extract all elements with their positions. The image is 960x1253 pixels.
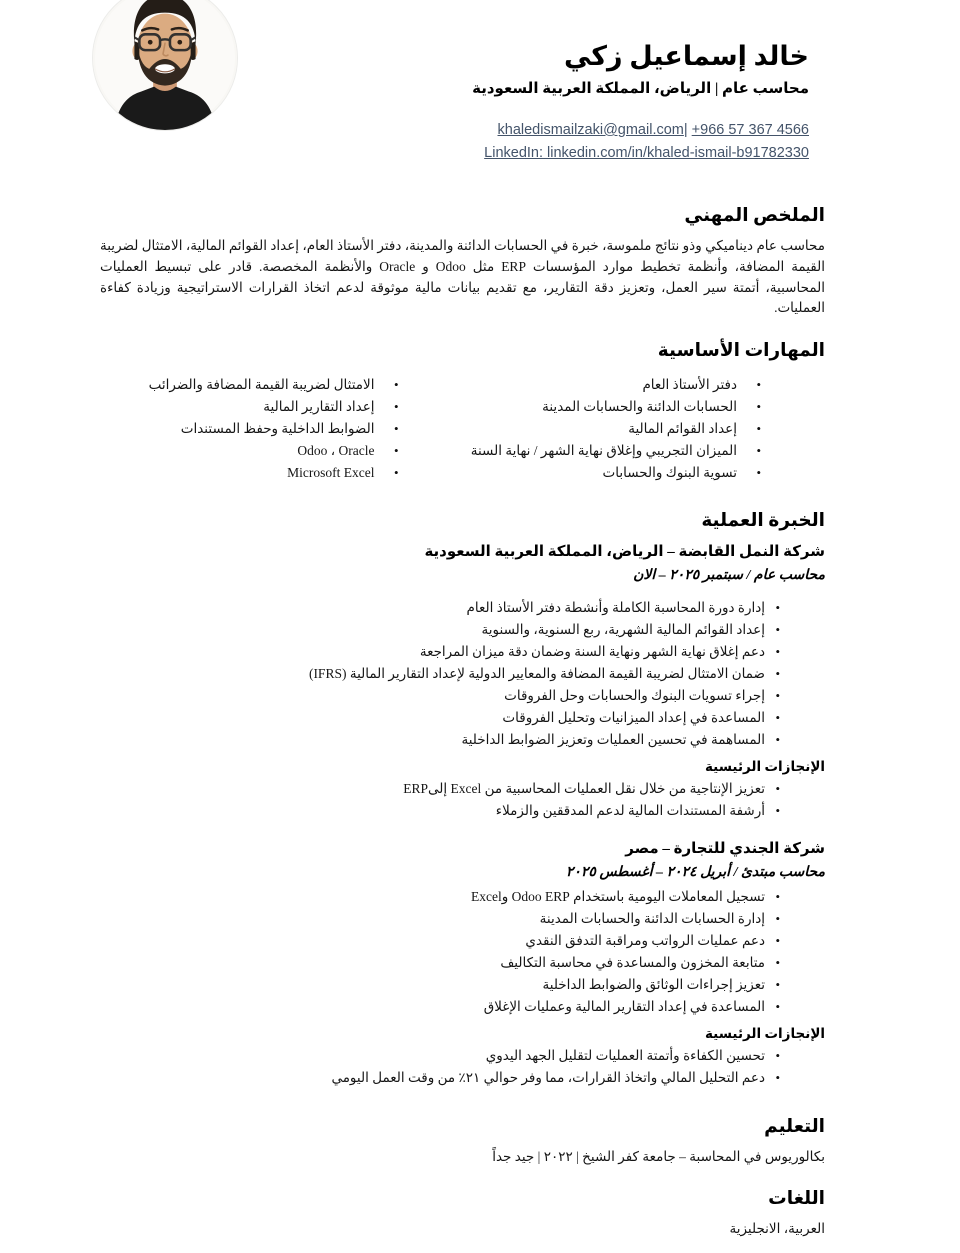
education-heading: التعليم [764, 1117, 825, 1138]
list-item: • إعداد التقارير المالية [100, 396, 463, 418]
skills-list-primary [463, 374, 826, 484]
skills-list-secondary [100, 374, 463, 484]
list-item: • الضوابط الداخلية وحفظ المستندات [100, 418, 463, 440]
skills-section [100, 339, 825, 484]
list-item: • أرشفة المستندات المالية لدعم المدققين والزملاء [100, 800, 825, 822]
summary-section [100, 204, 825, 319]
list-item: • تسجيل المعاملات اليومية باستخدام Odoo ERP وExcel [100, 886, 825, 908]
achievements-list [100, 778, 825, 822]
list-item: • Odoo ، Oracle [100, 440, 463, 462]
contact-separator: | [683, 122, 692, 138]
list-item: • إدارة دورة المحاسبة الكاملة وأنشطة دفتر الأستاذ العام [100, 597, 825, 619]
email-link[interactable]: khaledismailzaki@gmail.com [497, 122, 684, 138]
list-item: • إدارة الحسابات الدائنة والحسابات المدينة [100, 908, 825, 930]
job-entry-2 [100, 839, 825, 1089]
list-item: • دعم عمليات الرواتب ومراقبة التدفق النقدي [100, 930, 825, 952]
job-entry-1 [100, 542, 825, 822]
contact-info [100, 119, 809, 165]
list-item: • إعداد القوائم المالية الشهرية، ربع السنوية، والسنوية [100, 619, 825, 641]
person-name: خالد إسماعيل زكي [563, 41, 809, 71]
languages-section [100, 1187, 825, 1239]
list-item: • الحسابات الدائنة والحسابات المدينة [463, 396, 826, 418]
list-item: • المساعدة في إعداد التقارير المالية وعمليات الإغلاق [100, 996, 825, 1018]
languages-list: العربية، الانجليزية [729, 1221, 825, 1237]
person-title-location: محاسب عام | الرياض، المملكة العربية السعودية [472, 81, 809, 97]
experience-section [100, 509, 825, 1089]
languages-heading: اللغات [768, 1189, 825, 1210]
list-item: • Microsoft Excel [100, 462, 463, 484]
list-item: • إعداد القوائم المالية [463, 418, 826, 440]
contact-line-email-phone [100, 119, 809, 142]
list-item: • تعزيز إجراءات الوثائق والضوابط الداخلية [100, 974, 825, 996]
summary-text: محاسب عام ديناميكي وذو نتائج ملموسة، خبرة في الحسابات الدائنة والمدينة، دفتر الأستاذ العام، إعداد القوائم المالية، الامتثال لضريبة القيمة المضافة، وأنظمة تخطيط موارد المؤسسات ERP مثل Odoo و Oracle والأنظمة المخصصة. قادر على تبسيط العمليات المحاسبية، أتمتة سير العمل، وتعزيز دقة التقارير، مع تقديم بيانات مالية موثوقة لدعم اتخاذ القرارات الاستراتيجية وزيادة كفاءة العمليات. [100, 238, 826, 316]
list-item: • تعزيز الإنتاجية من خلال نقل العمليات المحاسبية من Excel إلىERP [100, 778, 825, 800]
list-item: • تسوية البنوك والحسابات [463, 462, 826, 484]
contact-line-linkedin [100, 142, 809, 165]
skills-columns [100, 374, 825, 484]
skills-heading: المهارات الأساسية [657, 341, 825, 362]
list-item: • متابعة المخزون والمساعدة في محاسبة التكاليف [100, 952, 825, 974]
linkedin-link[interactable]: LinkedIn: linkedin.com/in/khaled-ismail-b91782330 [484, 145, 809, 161]
achievements-list [100, 1045, 825, 1089]
list-item: • دعم إغلاق نهاية الشهر ونهاية السنة وضمان دقة ميزان المراجعة [100, 641, 825, 663]
list-item: • ضمان الامتثال لضريبة القيمة المضافة والمعايير الدولية لإعداد التقارير المالية (IFRS) [100, 663, 825, 685]
company-name: شركة الجندي للتجارة – مصر [625, 841, 825, 858]
list-item: • إجراء تسويات البنوك والحسابات وحل الفروقات [100, 685, 825, 707]
job-title-dates: محاسب مبتدئ / أبريل ٢٠٢٤ – أغسطس ٢٠٢٥ [565, 865, 825, 881]
avatar-illustration [93, 0, 237, 130]
achievements-heading: الإنجازات الرئيسية [705, 1026, 825, 1042]
summary-heading: الملخص المهني [684, 206, 825, 226]
phone-link[interactable]: +966 57 367 4566 [691, 122, 809, 138]
list-item: • المساهمة في تحسين العمليات وتعزيز الضوابط الداخلية [100, 729, 825, 751]
job-duties-list [100, 886, 825, 1018]
job-title-dates: محاسب عام / سبتمبر ٢٠٢٥ – الان [633, 568, 825, 584]
education-section [100, 1115, 825, 1167]
company-name: شركة النمل القابضة – الرياض، المملكة العربية السعودية [424, 544, 825, 561]
list-item: • دفتر الأستاذ العام [463, 374, 826, 396]
education-degree: بكالوريوس في المحاسبة – جامعة كفر الشيخ | ٢٠٢٢ | جيد جداً [492, 1149, 825, 1165]
list-item: • الامتثال لضريبة القيمة المضافة والضرائب [100, 374, 463, 396]
achievements-heading: الإنجازات الرئيسية [705, 759, 825, 775]
experience-heading: الخبرة العملية [701, 511, 825, 532]
list-item: • المساعدة في إعداد الميزانيات وتحليل الفروقات [100, 707, 825, 729]
job-duties-list [100, 597, 825, 751]
list-item: • الميزان التجريبي وإغلاق نهاية الشهر / نهاية السنة [463, 440, 826, 462]
list-item: • تحسين الكفاءة وأتمتة العمليات لتقليل الجهد اليدوي [100, 1045, 825, 1067]
header [100, 0, 825, 190]
list-item: • دعم التحليل المالي واتخاذ القرارات، مما وفر حوالي ٢١٪ من وقت العمل اليومي [100, 1067, 825, 1089]
